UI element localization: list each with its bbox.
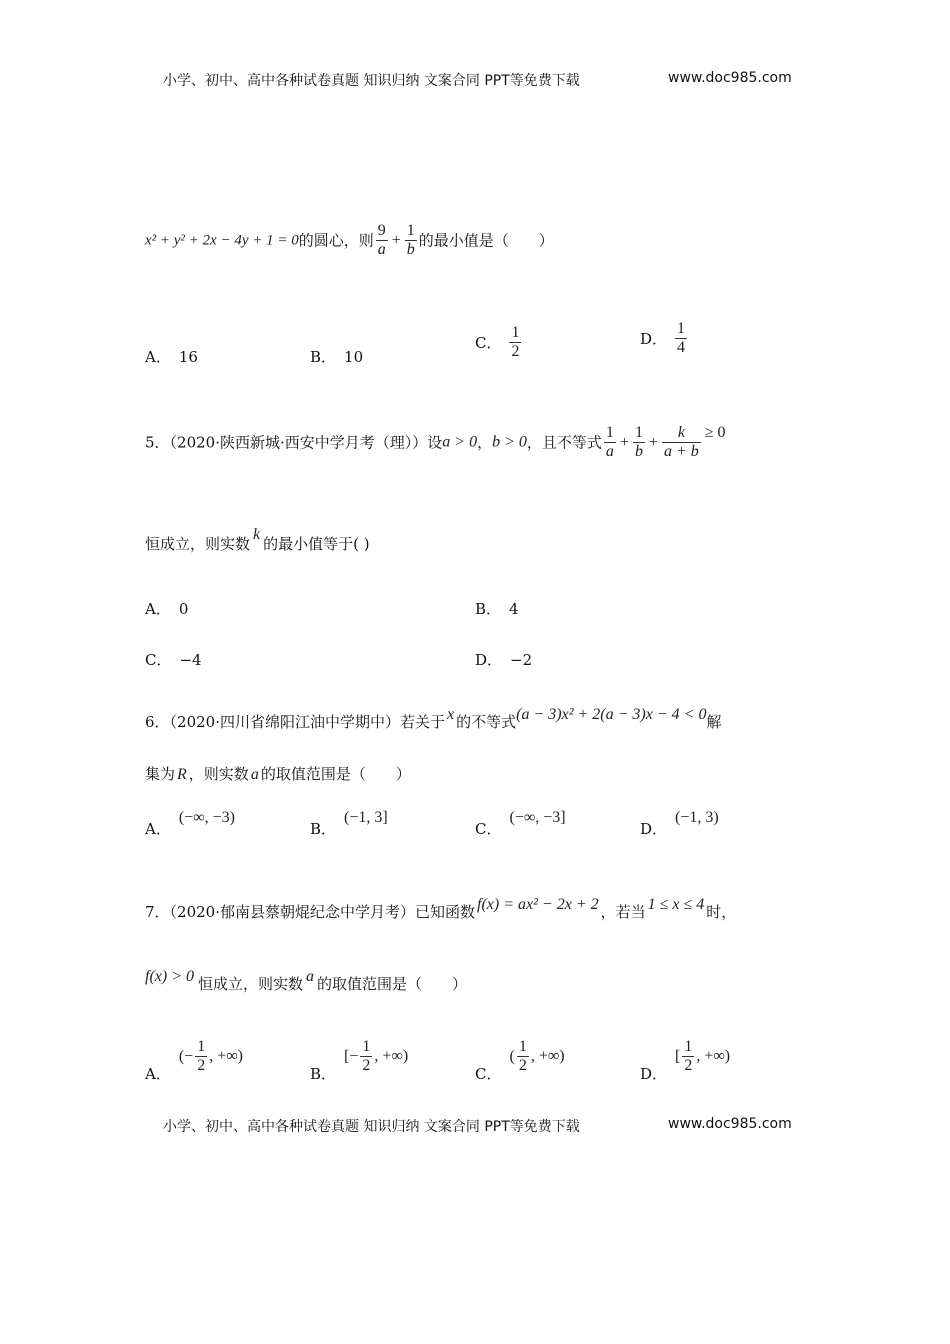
q6-var-x: x xyxy=(447,706,455,723)
q7-text2: ，若当 xyxy=(600,903,646,921)
header-left-text: 小学、初中、高中各种试卷真题 知识归纳 文案合同 PPT等免费下载 xyxy=(163,73,580,89)
q7-option-b-frac: $\frac{1}{2}$ xyxy=(362,1038,371,1074)
q6-var-a: a xyxy=(250,766,259,783)
footer-url-text: www.doc985.com xyxy=(668,1116,792,1132)
q4-option-b[interactable]: B． 10 xyxy=(310,348,364,366)
q4-option-a[interactable]: A． 16 xyxy=(145,348,198,366)
q7-condition: f(x) > 0 xyxy=(145,968,194,985)
q5-line2-text2: 的最小值等于( ) xyxy=(263,535,370,553)
q5-option-c[interactable]: C． −4 xyxy=(145,651,202,669)
q5-source: （2020·陕西新城·西安中学月考（理）） xyxy=(169,433,428,452)
q6-inequality: (a − 3)x² + 2(a − 3)x − 4 < 0 xyxy=(516,706,707,723)
q5-geq: ≥ 0 xyxy=(704,423,726,441)
q5-number: 5． xyxy=(145,433,170,452)
q5-cond-a: a > 0 xyxy=(442,433,478,451)
q6-option-d[interactable]: D．(−1, 3) xyxy=(640,809,719,838)
q7-line2-text2: 的取值范围是（ ） xyxy=(317,975,468,993)
q5-frac-1-a: $\frac{1}{a}$ xyxy=(605,424,614,460)
q6-text1: 若关于 xyxy=(400,713,446,731)
page-footer xyxy=(163,1116,580,1136)
q7-line2-text1: 恒成立，则实数 xyxy=(198,975,304,993)
q7-text1: 已知函数 xyxy=(415,903,476,921)
q7-range: 1 ≤ x ≤ 4 xyxy=(647,896,705,913)
q5-stem: 5．（2020·陕西新城·西安中学月考（理））设a > 0，b > 0，且不等式 $\frac{1}{a}$ + $\frac{1}{b}$ + $\frac{k}{a + b}$ ≥ 0 xyxy=(145,423,726,460)
q4-equation: x² + y² + 2x − 4y + 1 = 0 xyxy=(145,232,299,249)
q7-var-a: a xyxy=(306,968,315,985)
q5-option-d[interactable]: D． −2 xyxy=(475,651,533,669)
q6-text2: 的不等式 xyxy=(456,713,517,731)
q7-text3: 时， xyxy=(706,903,737,921)
header-url-text: www.doc985.com xyxy=(668,70,792,86)
footer-url[interactable] xyxy=(668,1116,792,1132)
q4-text2: 的最小值是（ ） xyxy=(418,231,554,250)
q7-option-b[interactable]: B．[− $\frac{1}{2}$ , +∞) xyxy=(310,1038,409,1083)
q7-option-a[interactable]: A．(− $\frac{1}{2}$ , +∞) xyxy=(145,1038,243,1083)
q7-option-d[interactable]: D．[ $\frac{1}{2}$ , +∞) xyxy=(640,1038,731,1083)
q4-frac-1-b: $\frac{1}{b}$ xyxy=(406,222,415,258)
q7-source: （2020·郁南县蔡朝焜纪念中学月考） xyxy=(169,903,415,921)
q5-option-b[interactable]: B． 4 xyxy=(475,600,519,618)
q6-line2-text1: 集为 xyxy=(145,765,176,783)
page-header xyxy=(163,70,580,90)
q6-stem xyxy=(145,706,722,733)
q4-plus: + xyxy=(391,231,401,249)
q4-option-d-frac: $\frac{1}{4}$ xyxy=(677,320,686,356)
q7-option-c-frac: $\frac{1}{2}$ xyxy=(518,1038,527,1074)
q5-var-k: k xyxy=(253,526,261,543)
q7-option-a-frac: $\frac{1}{2}$ xyxy=(197,1038,206,1074)
q4-option-d[interactable]: D． $\frac{1}{4}$ xyxy=(640,320,686,356)
q5-frac-k-ab: $\frac{k}{a + b}$ xyxy=(663,424,699,460)
q6-set-r: R xyxy=(177,766,187,783)
q6-text3: 解 xyxy=(706,713,722,731)
q4-option-c[interactable]: C． $\frac{1}{2}$ xyxy=(475,324,520,360)
q6-line2-text2: ，则实数 xyxy=(188,765,249,783)
q7-stem-line2 xyxy=(145,968,468,995)
q4-option-c-frac: $\frac{1}{2}$ xyxy=(511,324,520,360)
q5-line2-text1: 恒成立，则实数 xyxy=(145,535,251,553)
q6-option-b[interactable]: B．(−1, 3] xyxy=(310,809,388,838)
header-url[interactable] xyxy=(668,70,792,86)
q6-source: （2020·四川省绵阳江油中学期中） xyxy=(169,713,400,731)
q5-text2: ，且不等式 xyxy=(526,433,602,452)
q5-comma: ， xyxy=(477,433,493,452)
q6-line2-text3: 的取值范围是（ ） xyxy=(260,765,411,783)
q5-text1: 设 xyxy=(427,433,443,452)
q4-frac-9-a: $\frac{9}{a}$ xyxy=(377,222,386,258)
q6-stem-line2 xyxy=(145,764,411,785)
q4-text1: 的圆心，则 xyxy=(298,231,374,250)
q5-option-a[interactable]: A． 0 xyxy=(145,600,189,618)
q5-cond-b: b > 0 xyxy=(492,433,527,451)
q6-option-a[interactable]: A．(−∞, −3) xyxy=(145,809,235,838)
q6-number: 6． xyxy=(145,713,170,731)
q7-function: f(x) = ax² − 2x + 2 xyxy=(477,896,599,913)
q7-option-c[interactable]: C．( $\frac{1}{2}$ , +∞) xyxy=(475,1038,565,1083)
footer-left-text: 小学、初中、高中各种试卷真题 知识归纳 文案合同 PPT等免费下载 xyxy=(163,1119,580,1135)
q6-option-c[interactable]: C．(−∞, −3] xyxy=(475,809,566,838)
q7-number: 7． xyxy=(145,903,170,921)
q7-option-d-frac: $\frac{1}{2}$ xyxy=(684,1038,693,1074)
q4-stem xyxy=(145,222,554,259)
q5-stem-line2 xyxy=(145,526,370,555)
q5-frac-1-b: $\frac{1}{b}$ xyxy=(634,424,643,460)
q7-stem xyxy=(145,896,737,923)
